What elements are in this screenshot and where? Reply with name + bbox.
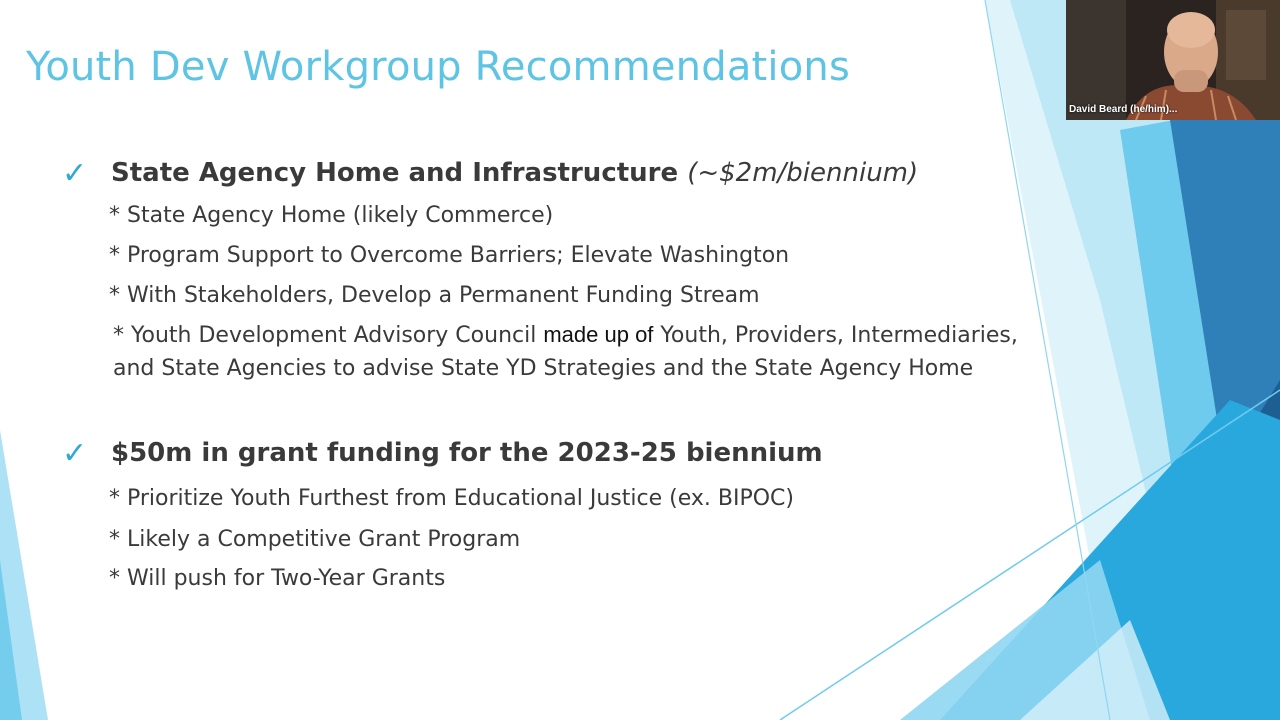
checkmark-icon: ✓ <box>62 436 88 471</box>
bullet-item: * State Agency Home (likely Commerce) <box>109 203 554 228</box>
bullet-item: * Prioritize Youth Furthest from Educational Justice (ex. BIPOC) <box>109 486 794 511</box>
section-heading-infrastructure <box>111 158 918 188</box>
checkmark-icon: ✓ <box>62 156 88 191</box>
bullet-item-advisory-council <box>113 322 1018 348</box>
bullet-item: * With Stakeholders, Develop a Permanent Funding Stream <box>109 283 760 308</box>
bullet-text: * Youth Development Advisory Council <box>113 323 544 348</box>
participant-video-tile[interactable] <box>1066 0 1280 120</box>
section-heading-text: State Agency Home and Infrastructure <box>111 158 679 188</box>
bullet-item: * Will push for Two-Year Grants <box>109 566 446 591</box>
participant-video-feed <box>1066 0 1280 120</box>
section-heading-grant-funding: $50m in grant funding for the 2023-25 biennium <box>111 438 823 468</box>
bullet-text: Youth, Providers, Intermediaries, <box>653 323 1018 348</box>
participant-name-label: David Beard (he/him)... <box>1069 104 1178 115</box>
slide-title: Youth Dev Workgroup Recommendations <box>26 44 850 90</box>
bullet-item: * Likely a Competitive Grant Program <box>109 527 521 552</box>
bullet-item-continuation: and State Agencies to advise State YD Strategies and the State Agency Home <box>113 356 974 381</box>
bullet-item: * Program Support to Overcome Barriers; Elevate Washington <box>109 243 790 268</box>
section-heading-note: (~$2m/biennium) <box>687 158 919 188</box>
bullet-text-inserted: made up of <box>543 322 654 347</box>
